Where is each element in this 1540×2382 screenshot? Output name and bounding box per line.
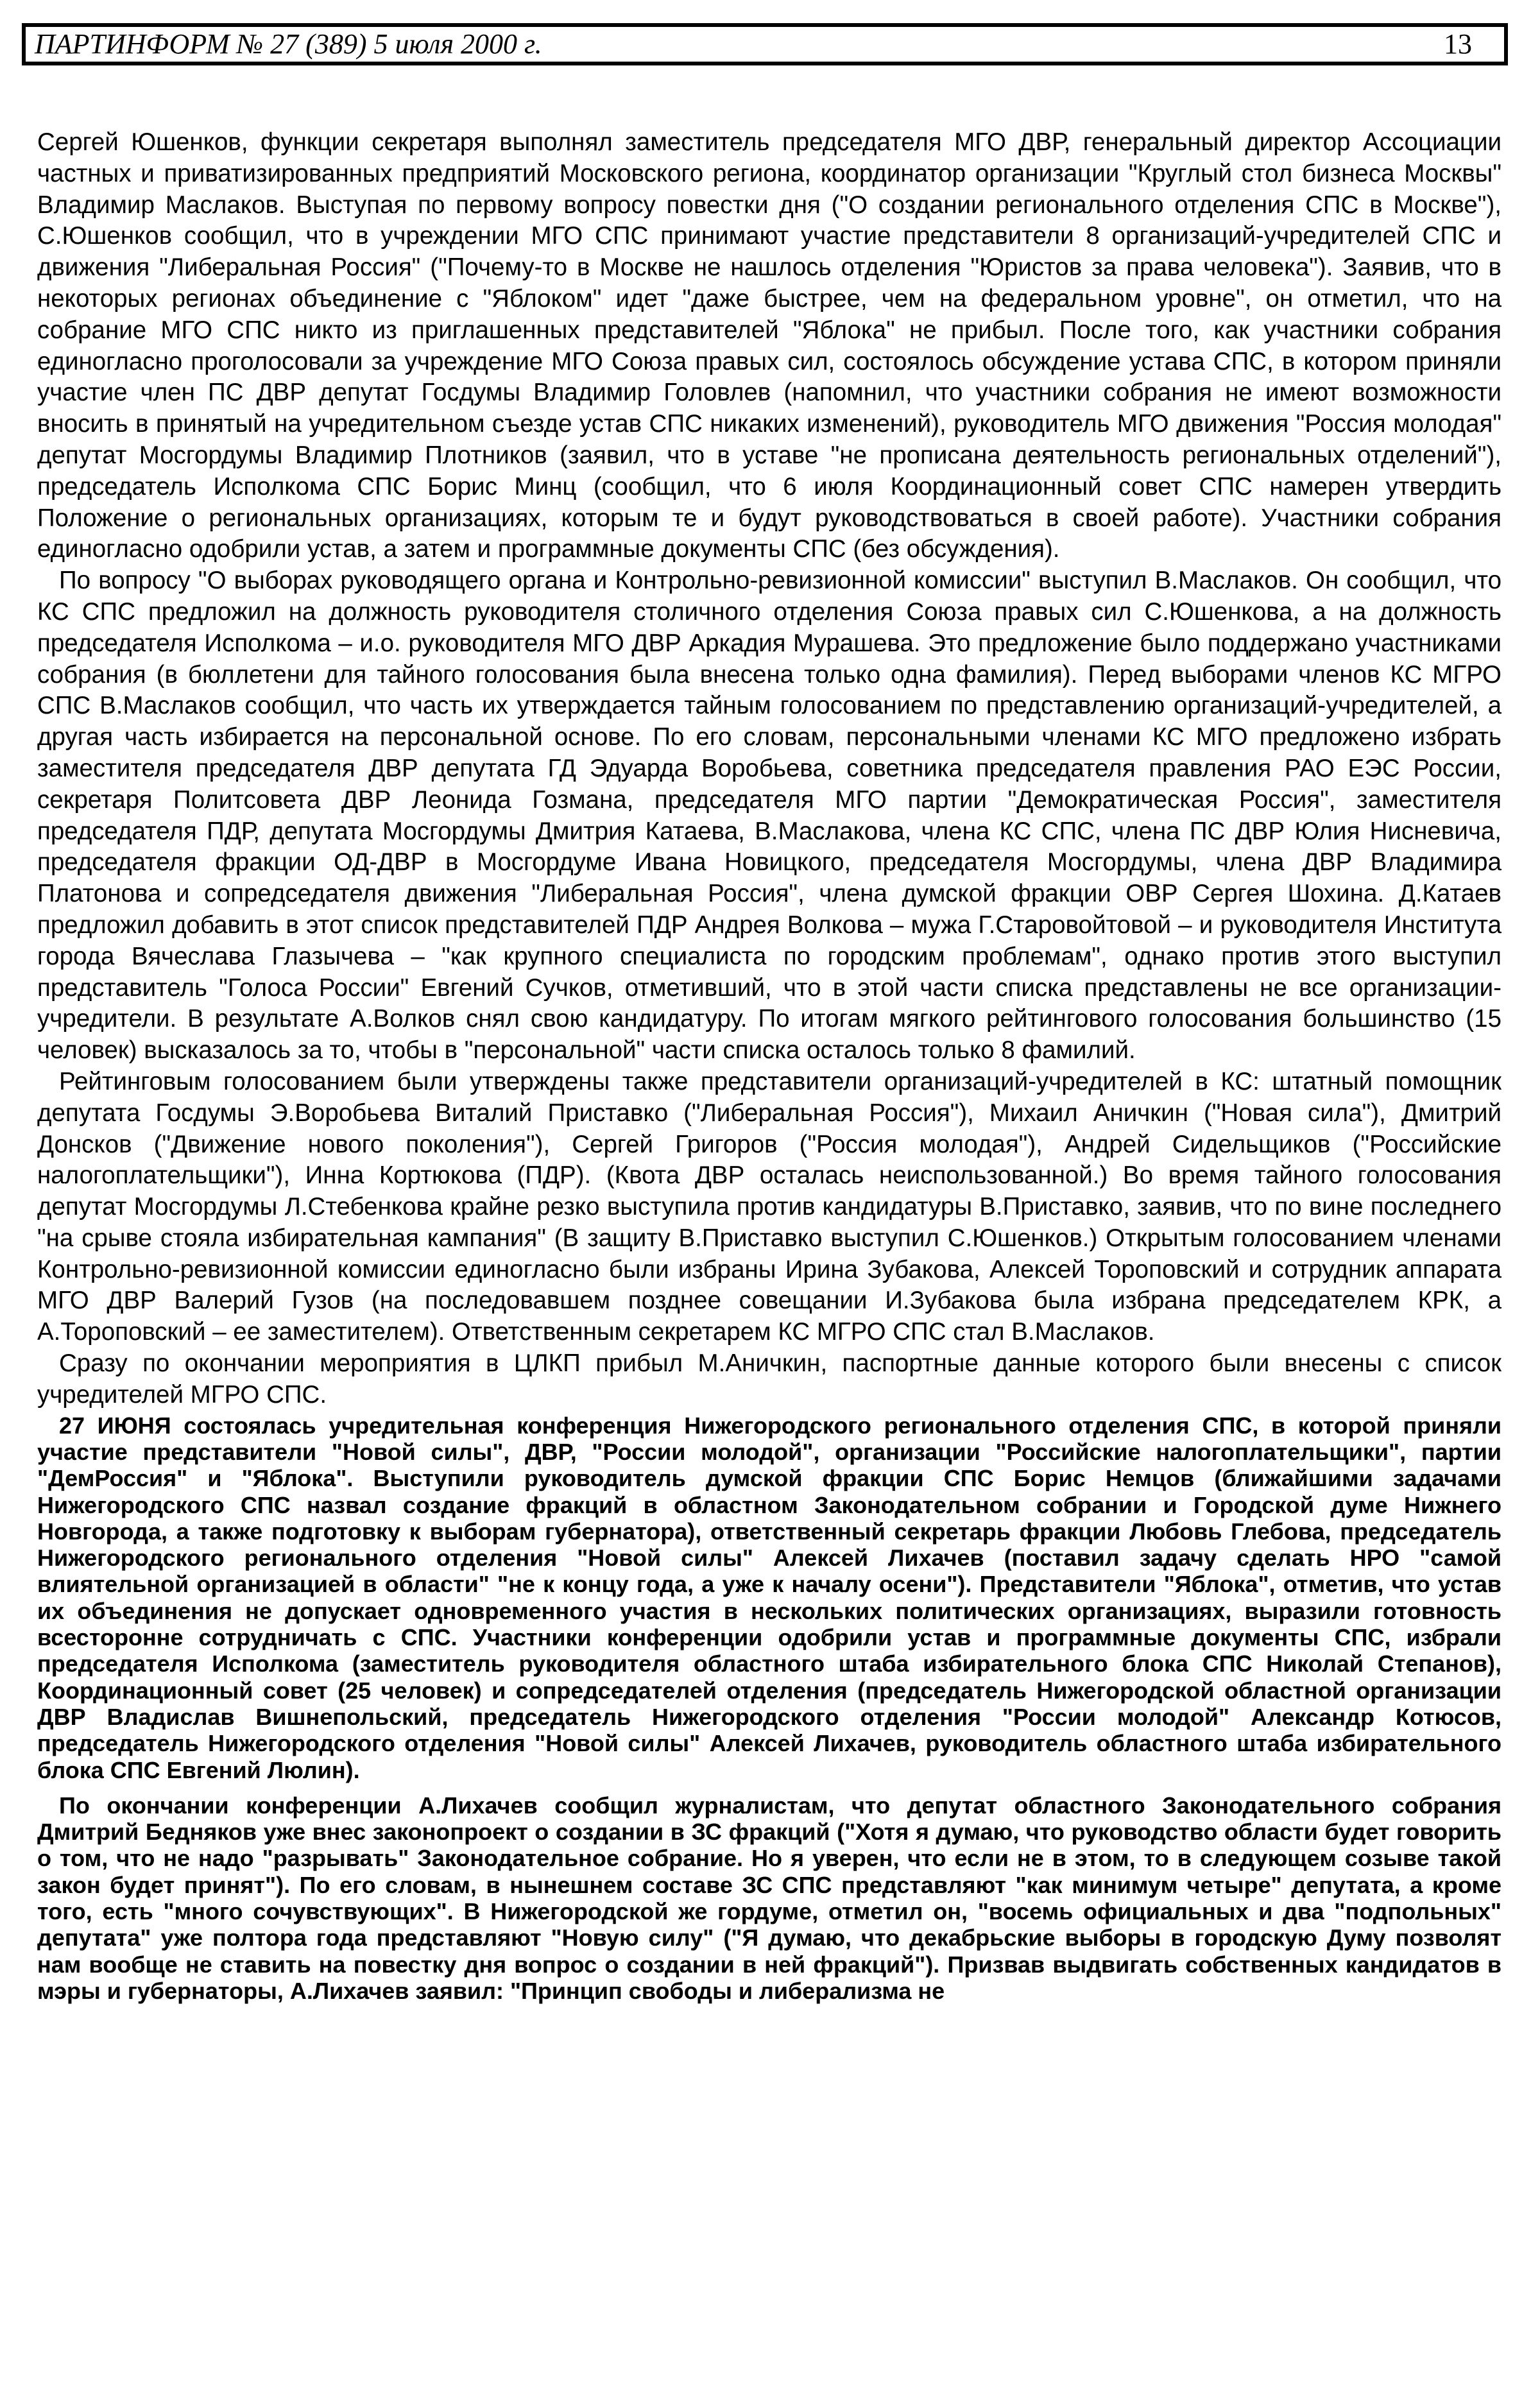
paragraph-likhachev-statement: По окончании конференции А.Лихачев сообщил журналистам, что депутат областного Законодательного собрания Дмитрий Бедняков уже внес законопроект о создании в ЗС фракций ("Хотя я думаю, что руководство области будет говорить о том, что не надо "разрывать" Законодательное собрание. Но я уверен, что если не в этом, то в следующем созыве такой закон будет принят"). По его словам, в нынешнем составе ЗС СПС представляют "как минимум четыре" депутата, а кроме того, есть "много сочувствующих". В Нижегородской же гордуме, отметил он, "восемь официальных и два "подпольных" депутата" уже полтора года представляют "Новую силу" ("Я думаю, что декабрьские выборы в городскую Думу позволят нам вообще не ставить на повестку дня вопрос о создании в ней фракций"). Призвав выдвигать собственных кандидатов в мэры и губернаторы, А.Лихачев заявил: "Принцип свободы и либерализма не	[37, 1792, 1502, 2004]
paragraph-rating-vote: Рейтинговым голосованием были утверждены также представители организаций-учредителей в КС: штатный помощник депутата Госдумы Э.Воробьева Виталий Приставко ("Либеральная Россия"), Михаил Аничкин ("Новая сила"), Дмитрий Донсков ("Движение нового поколения"), Сергей Григоров ("Россия молодая"), Андрей Сидельщиков ("Российские налогоплательщики"), Инна Кортюкова (ПДР). (Квота ДВР осталась неиспользованной.) Во время тайного голосования депутат Мосгордумы Л.Стебенкова крайне резко выступила против кандидатуры В.Приставко, заявив, что по вине последнего "на срыве стояла избирательная кампания" (В защиту В.Приставко выступил С.Юшенков.) Открытым голосованием членами Контрольно-ревизионной комиссии единогласно были избраны Ирина Зубакова, Алексей Тороповский и сотрудник аппарата МГО ДВР Валерий Гузов (на последовавшем позднее совещании И.Зубакова была избрана председателем КРК, а А.Тороповский – ее заместителем). Ответственным секретарем КС МГРО СПС стал В.Маслаков.	[37, 1067, 1502, 1346]
article-body	[37, 127, 1502, 2004]
page-header	[22, 23, 1508, 65]
publication-title: ПАРТИНФОРМ № 27 (389) 5 июля 2000 г.	[35, 28, 542, 60]
paragraph-nizhny-conference: 27 ИЮНЯ состоялась учредительная конференция Нижегородского регионального отделения СПС, в которой приняли участие представители "Новой силы", ДВР, "России молодой", организации "Российские налогоплательщики", партии "ДемРоссия" и "Яблока". Выступили руководитель думской фракции СПС Борис Немцов (ближайшими задачами Нижегородского СПС назвал создание фракций в областном Законодательном собрании и Городской думе Нижнего Новгорода, а также подготовку к выборам губернатора), ответственный секретарь фракции Любовь Глебова, председатель Нижегородского регионального отделения "Новой силы" Алексей Лихачев (поставил задачу сделать НРО "самой влиятельной организацией в области" "не к концу года, а уже к началу осени"). Представители "Яблока", отметив, что устав их объединения не допускает одновременного участия в нескольких политических организациях, выразили готовность всесторонне сотрудничать с СПС. Участники конференции одобрили устав и программные документы СПС, избрали председателя Исполкома (заместитель руководителя областного штаба избирательного блока СПС Николай Степанов), Координационный совет (25 человек) и сопредседателей отделения (председатель Нижегородской областной организации ДВР Владислав Вишнепольский, председатель Нижегородского отделения "России молодой" Александр Котюсов, председатель Нижегородского отделения "Новой силы" Алексей Лихачев, руководитель областного штаба избирательного блока СПС Евгений Люлин).	[37, 1412, 1502, 1783]
page-number: 13	[1444, 28, 1472, 60]
paragraph-anichkin: Сразу по окончании мероприятия в ЦЛКП прибыл М.Аничкин, паспортные данные которого были внесены с список учредителей МГРО СПС.	[37, 1350, 1502, 1409]
paragraph-elections: По вопросу "О выборах руководящего органа и Контрольно-ревизионной комиссии" выступил В.Маслаков. Он сообщил, что КС СПС предложил на должность руководителя столичного отделения Союза правых сил С.Юшенкова, а на должность председателя Исполкома – и.о. руководителя МГО ДВР Аркадия Мурашева. Это предложение было поддержано участниками собрания (в бюллетени для тайного голосования была внесена только одна фамилия). Перед выборами членов КС МГРО СПС В.Маслаков сообщил, что часть их утверждается тайным голосованием по представлению организаций-учредителей, а другая часть избирается на персональной основе. По его словам, персональными членами КС МГО предложено избрать заместителя председателя ДВР депутата ГД Эдуарда Воробьева, советника председателя правления РАО ЕЭС России, секретаря Политсовета ДВР Леонида Гозмана, председателя МГО партии "Демократическая Россия", заместителя председателя ПДР, депутата Мосгордумы Дмитрия Катаева, В.Маслакова, члена КС СПС, члена ПС ДВР Юлия Нисневича, председателя фракции ОД-ДВР в Мосгордуме Ивана Новицкого, председателя Мосгордумы, члена ДВР Владимира Платонова и сопредседателя движения "Либеральная Россия", члена думской фракции ОВР Сергея Шохина. Д.Катаев предложил добавить в этот список представителей ПДР Андрея Волкова – мужа Г.Старовойтовой – и руководителя Института города Вячеслава Глазычева – "как крупного специалиста по городским проблемам", однако против этого выступил представитель "Голоса России" Евгений Сучков, отметивший, что в этой части списка представлены не все организации-учредители. В результате А.Волков снял свою кандидатуру. По итогам мягкого рейтингового голосования большинство (15 человек) высказалось за то, чтобы в "персональной" части списка осталось только 8 фамилий.	[37, 567, 1502, 1065]
paragraph-yushenkov-meeting: Сергей Юшенков, функции секретаря выполнял заместитель председателя МГО ДВР, генеральный директор Ассоциации частных и приватизированных предприятий Московского региона, координатор организации "Круглый стол бизнеса Москвы" Владимир Маслаков. Выступая по первому вопросу повестки дня ("О создании регионального отделения СПС в Москве"), С.Юшенков сообщил, что в учреждении МГО СПС принимают участие представители 8 организаций-учредителей СПС и движения "Либеральная Россия" ("Почему-то в Москве не нашлось отделения "Юристов за права человека"). Заявив, что в некоторых регионах объединение с "Яблоком" идет "даже быстрее, чем на федеральном уровне", он отметил, что на собрание МГО СПС никто из приглашенных представителей "Яблока" не прибыл. После того, как участники собрания единогласно проголосовали за учреждение МГО Союза правых сил, состоялось обсуждение устава СПС, в котором приняли участие член ПС ДВР депутат Госдумы Владимир Головлев (напомнил, что участники собрания не имеют возможности вносить в принятый на учредительном съезде устав СПС никаких изменений), руководитель МГО движения "Россия молодая" депутат Мосгордумы Владимир Плотников (заявил, что в уставе "не прописана деятельность региональных отделений"), председатель Исполкома СПС Борис Минц (сообщил, что 6 июля Координационный совет СПС намерен утвердить Положение о региональных организациях, которым те и будут руководствоваться в своей работе). Участники собрания единогласно одобрили устав, а затем и программные документы СПС (без обсуждения).	[37, 128, 1502, 563]
